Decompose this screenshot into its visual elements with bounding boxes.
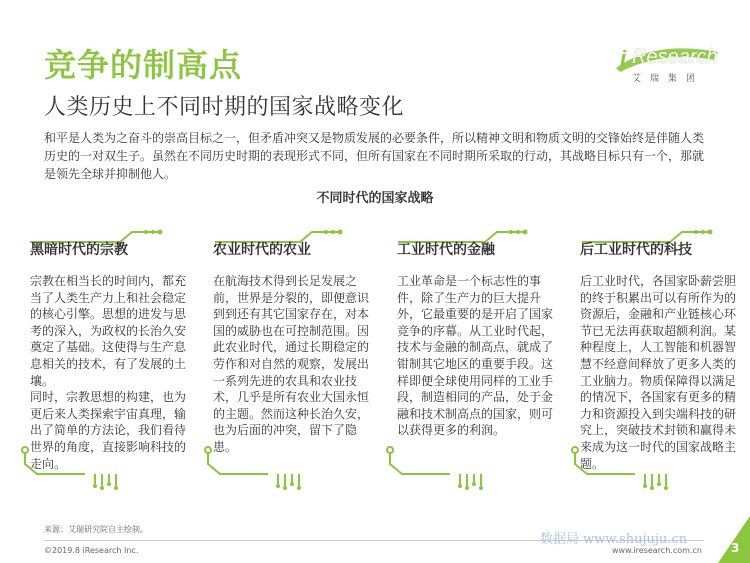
column-agricultural-age xyxy=(213,239,373,456)
page-number: 3 xyxy=(731,541,740,555)
watermark: 数据局 www.shujuju.cn xyxy=(540,532,688,547)
column-paragraph: 宗教在相当长的时间内，都充当了人类生产力上和社会稳定的核心引擎。思想的进发与思考的深入，为政权的长治久安奠定了基础。这使得与生产息息相关的技术，有了发展的土壤。 xyxy=(30,274,187,388)
column-post-industrial-age xyxy=(580,239,740,472)
logo-mark: i xyxy=(620,46,627,71)
copyright: ©2019.8 iResearch Inc. xyxy=(44,546,139,555)
column-paragraph: 后工业时代，各国家卧薪尝胆的终于积累出可以有所作为的资源后，金融和产业链核心环节已无法再获取超额利润。某种程度上，人工智能和机器智慧不经意间释放了更多人类的工业脑力。物质保障得以满足的情况下，各国家有更多的精力和资源投入到尖端科技的研究上，突破技术封锁和赢得未来成为这一时代的国家战略主题。 xyxy=(580,274,737,471)
column-industrial-age xyxy=(397,239,557,439)
column-body xyxy=(397,273,557,439)
page-title: 竞争的制高点 xyxy=(44,46,243,84)
column-paragraph: 同时，宗教思想的构建，也为更后来人类探索宇宙真理，输出了简单的方法论，我们看待世界的角度，直接影响科技的走向。 xyxy=(30,390,187,471)
column-dark-age xyxy=(30,239,190,472)
website-url: www.iresearch.com.cn xyxy=(612,546,702,555)
column-title: 工业时代的金融 xyxy=(397,242,495,258)
intro-paragraph: 和平是人类为之奋斗的崇高目标之一，但矛盾冲突又是物质发展的必要条件，所以精神文明和物质文明的交锋始终是伴随人类历史的一对双生子。虽然在不同历史时期的表现形式不同，但所有国家在不同时期所采取的行动，其战略目标只有一个，那就是领先全球并抑制他人。 xyxy=(44,131,705,181)
column-body xyxy=(213,273,373,456)
timeline-bottom-decoration xyxy=(0,440,750,490)
iresearch-logo xyxy=(614,46,724,88)
column-title: 农业时代的农业 xyxy=(213,242,311,258)
column-paragraph: 工业革命是一个标志性的事件，除了生产力的巨大提升外，它最重要的是开启了国家竞争的序幕。从工业时代起，技术与金融的制高点，就成了钳制其它地区的重要手段。这样即便全球使用同样的工业手段，制造相同的产品，处于金融和技术制高点的国家，则可以获得更多的利润。 xyxy=(397,274,554,438)
column-title: 后工业时代的科技 xyxy=(580,242,692,258)
logo-name: Research xyxy=(632,46,718,68)
page-number-tab xyxy=(718,516,750,563)
page-subtitle: 人类历史上不同时期的国家战略变化 xyxy=(44,95,405,120)
logo-subtitle: 艾瑞集团 xyxy=(632,74,705,84)
section-title: 不同时代的国家战略 xyxy=(316,191,434,206)
source-note: 来源：艾瑞研究院自主绘制。 xyxy=(44,525,148,534)
column-paragraph: 在航海技术得到长足发展之前，世界是分裂的，即便意识到到还有其它国家存在，对本国的威胁也在可控制范围。因此农业时代，通过长期稳定的劳作和对自然的观察，发展出一系列先进的农具和农业技术，几乎是所有农业大国永恒的主题。然而这种长治久安，也为后面的冲突，留下了隐患。 xyxy=(213,274,370,454)
column-title: 黑暗时代的宗教 xyxy=(30,242,128,258)
